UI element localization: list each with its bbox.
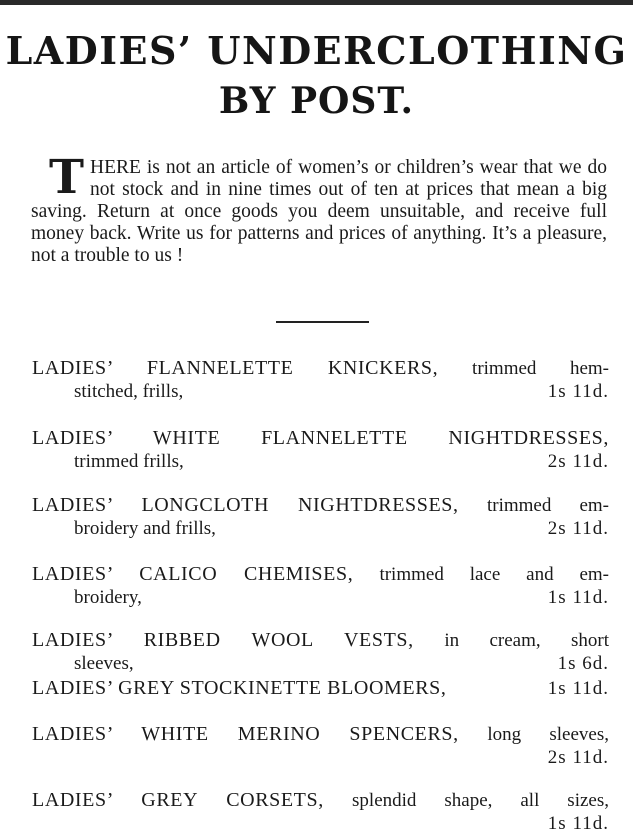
- item-continuation: broidery and frills,: [74, 518, 216, 539]
- item-price: 2s 11d.: [547, 518, 609, 539]
- item-description: splendid shape, all sizes,: [352, 790, 609, 811]
- item-price: 2s 11d.: [547, 451, 609, 472]
- item-continuation: broidery,: [74, 587, 142, 608]
- list-item: [32, 427, 609, 473]
- list-item: [32, 563, 609, 609]
- item-detail-line: [32, 380, 609, 403]
- section-separator: [276, 321, 369, 323]
- item-detail-line: [32, 450, 609, 473]
- intro-text: HERE is not an article of women’s or children’s wear that we do not stock and in nine times out of ten at prices that mean a big saving. Return at once goods you deem unsuitable, and receive full money back. Write us for patterns and prices of anything. It’s a pleasure, not a trouble to us !: [31, 157, 607, 266]
- item-name: LADIES’ FLANNELETTE KNICKERS,: [32, 357, 439, 379]
- item-price: 1s 11d.: [547, 813, 609, 834]
- item-continuation: sleeves,: [74, 653, 134, 674]
- item-heading: [32, 677, 609, 700]
- item-price: 1s 11d.: [547, 587, 609, 608]
- item-price: 2s 11d.: [547, 747, 609, 768]
- item-price: 1s 11d.: [547, 678, 609, 699]
- item-heading: [32, 357, 609, 380]
- item-price: 1s 11d.: [547, 381, 609, 402]
- item-description: trimmed lace and em-: [379, 564, 610, 585]
- item-heading: [32, 563, 609, 586]
- item-name: LADIES’ WHITE FLANNELETTE NIGHTDRESSES,: [32, 427, 609, 449]
- item-name: LADIES’ GREY STOCKINETTE BLOOMERS,: [32, 677, 447, 699]
- item-continuation: stitched, frills,: [74, 381, 184, 402]
- item-detail-line: [32, 517, 609, 540]
- drop-cap: T: [49, 150, 84, 205]
- top-border-rule: [0, 0, 633, 5]
- item-heading: [32, 723, 609, 746]
- item-description: in cream, short: [444, 630, 610, 651]
- list-item: [32, 357, 609, 403]
- item-description: trimmed hem-: [472, 358, 610, 379]
- list-item: [32, 494, 609, 540]
- item-heading: [32, 629, 609, 652]
- item-description: long sleeves,: [487, 724, 609, 745]
- item-description: trimmed em-: [486, 495, 609, 516]
- item-heading: [32, 494, 609, 517]
- list-item: [32, 677, 609, 700]
- item-heading: [32, 789, 609, 812]
- list-item: [32, 789, 609, 835]
- item-heading: [32, 427, 609, 450]
- item-name: LADIES’ WHITE MERINO SPENCERS,: [32, 723, 459, 745]
- item-detail-line: [32, 652, 609, 675]
- item-price: 1s 6d.: [557, 653, 609, 674]
- intro-paragraph: [31, 150, 607, 267]
- item-continuation: trimmed frills,: [74, 451, 184, 472]
- item-name: LADIES’ CALICO CHEMISES,: [32, 563, 354, 585]
- list-item: [32, 723, 609, 769]
- advert-title: LADIES’ UNDERCLOTHING: [5, 28, 628, 73]
- list-item: [32, 629, 609, 675]
- item-detail-line: [32, 586, 609, 609]
- item-name: LADIES’ RIBBED WOOL VESTS,: [32, 629, 414, 651]
- item-name: LADIES’ LONGCLOTH NIGHTDRESSES,: [32, 494, 459, 516]
- item-name: LADIES’ GREY CORSETS,: [32, 789, 324, 811]
- advert-subtitle: BY POST.: [218, 80, 415, 122]
